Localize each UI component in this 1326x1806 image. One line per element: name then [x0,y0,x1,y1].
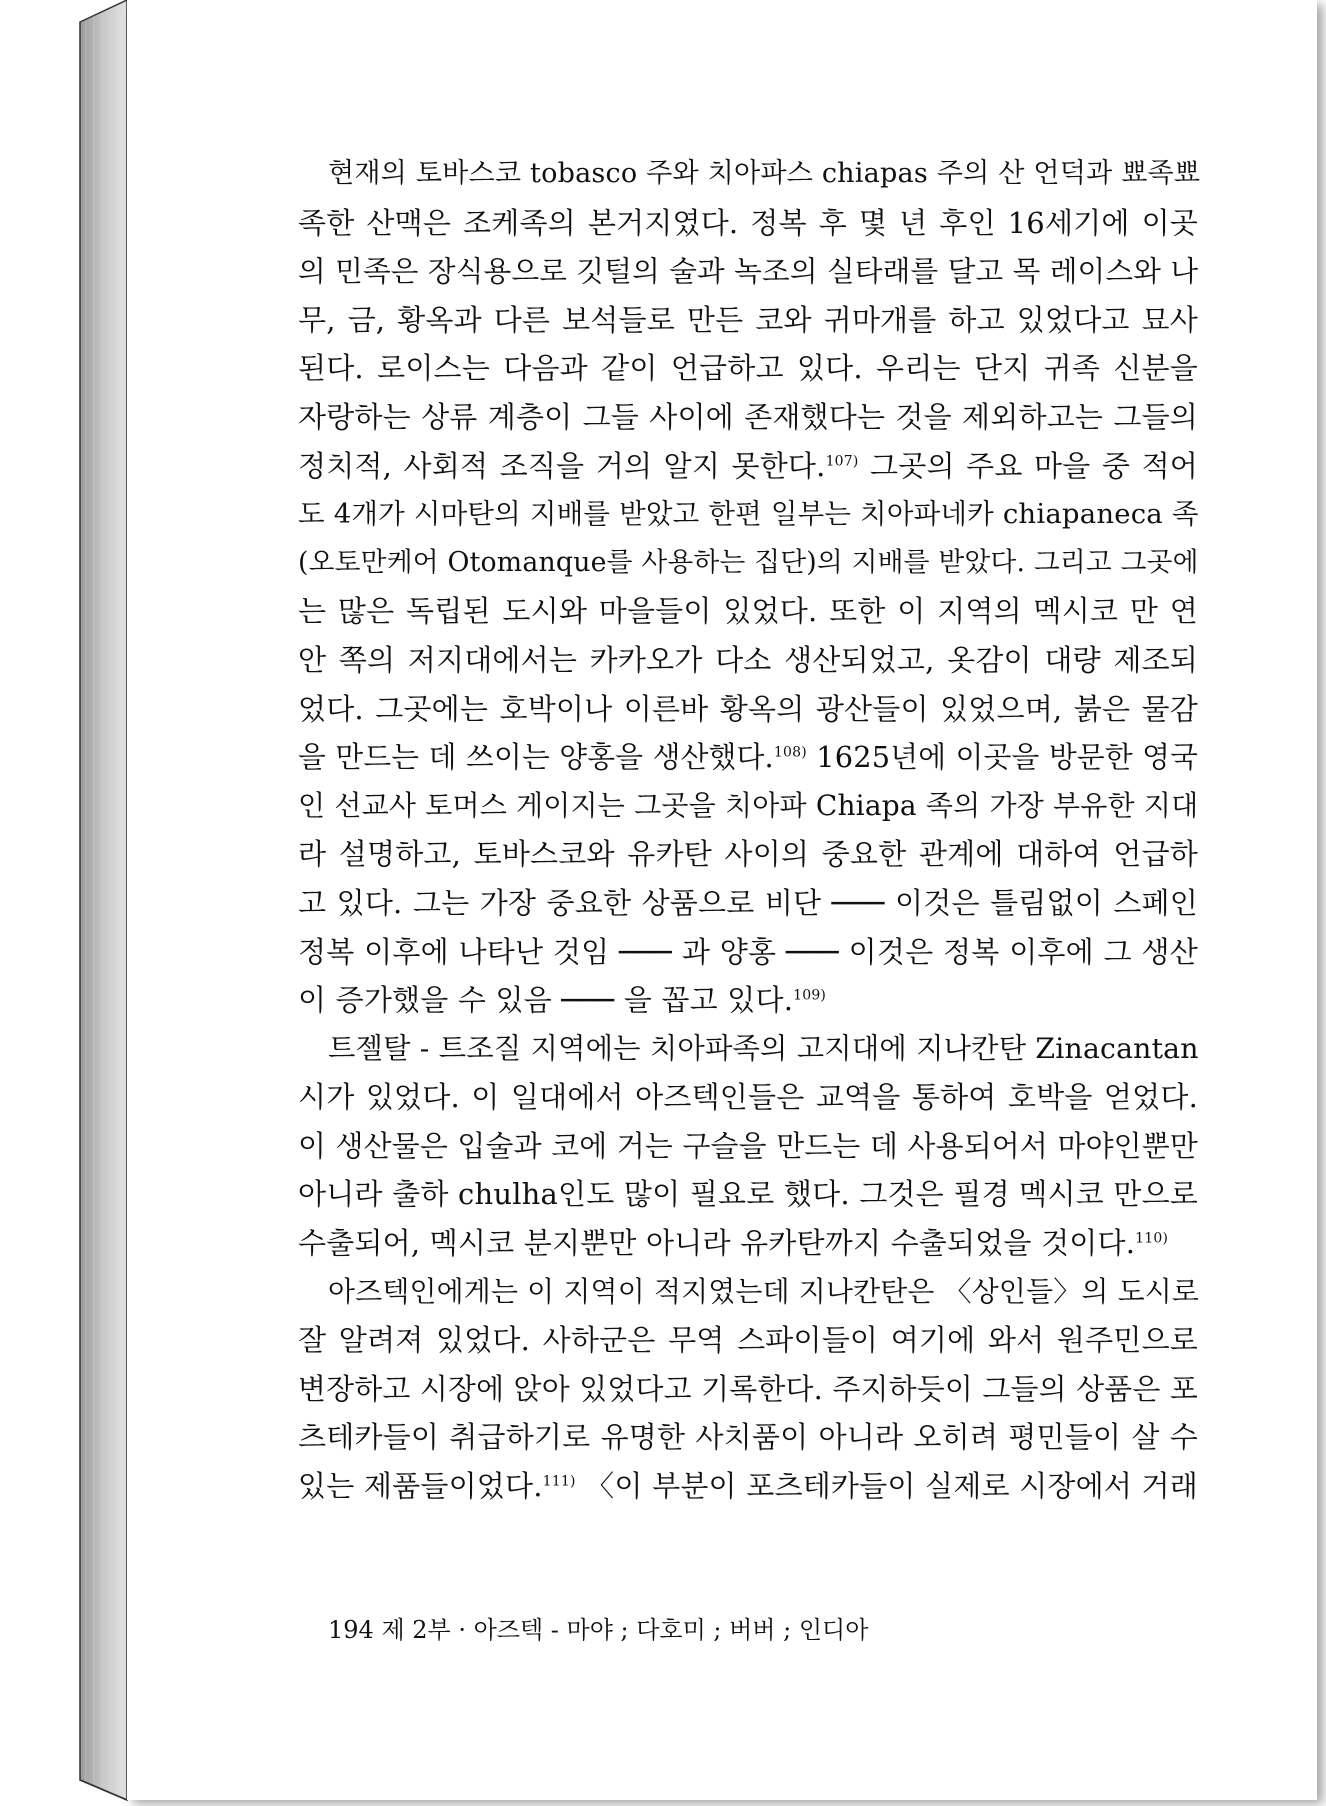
text-line [298,1316,1198,1365]
line-text: 변장하고 시장에 앉아 있었다고 기록한다. 주지하듯이 그들의 상품은 포 [298,1371,1198,1406]
line-text: 이 증가했을 수 있음 ─── 을 꼽고 있다. [298,983,794,1018]
text-line [298,1025,1198,1074]
line-text: 인 선교사 토머스 게이지는 그곳을 치아파 Chiapa 족의 가장 부유한 지대 [298,788,1199,822]
text-line [298,976,1198,1025]
line-text: 었다. 그곳에는 호박이나 이른바 황옥의 광산들이 있었으며, 붉은 물감 [298,691,1198,726]
line-text: 수출되어, 멕시코 분지뿐만 아니라 유카탄까지 수출되었을 것이다. [298,1226,1136,1261]
line-text: 는 많은 독립된 도시와 마을들이 있었다. 또한 이 지역의 멕시코 만 연 [298,594,1198,629]
line-text: 된다. 로이스는 다음과 같이 언급하고 있다. 우리는 단지 귀족 신분을 [298,351,1198,386]
line-text: 아즈텍인에게는 이 지역이 적지였는데 지나칸탄은 〈상인들〉의 도시로 [328,1274,1200,1308]
line-text: 족한 산맥은 조케족의 본거지였다. 정복 후 몇 년 후인 16세기에 이곳 [298,205,1198,240]
line-text: 무, 금, 황옥과 다른 보석들로 만든 코와 귀마개를 하고 있었다고 묘사 [298,302,1198,337]
line-text: 안 쪽의 저지대에서는 카카오가 다소 생산되었고, 옷감이 대량 제조되 [298,642,1198,677]
footnote-marker: 108) [773,744,807,761]
line-text: 트젤탈 - 트조질 지역에는 치아파족의 고지대에 지나칸탄 Zinacantan [328,1031,1199,1065]
line-text: (오토만케어 Otomanque를 사용하는 집단)의 지배를 받았다. 그리고 그곳에 [298,546,1199,578]
line-text: 시가 있었다. 이 일대에서 아즈텍인들은 교역을 통하여 호박을 얻었다. [298,1080,1198,1115]
line-text: 이 생산물은 입술과 코에 거는 구슬을 만드는 데 사용되어서 마야인뿐만 [298,1128,1198,1163]
text-line [298,685,1198,734]
footnote-marker: 111) [542,1473,576,1490]
text-line [298,393,1198,442]
page-footer: 194 제 2부 · 아즈텍 - 마야 ; 다호미 ; 버버 ; 인디아 [328,1616,869,1644]
footnote-marker: 107) [825,452,859,469]
text-line [298,782,1198,831]
line-text: 정복 이후에 나타난 것임 ─── 과 양홍 ─── 이것은 정복 이후에 그 생산 [298,934,1198,969]
line-text: 잘 알려져 있었다. 사하군은 무역 스파이들이 여기에 와서 원주민으로 [298,1323,1198,1358]
line-text: 라 설명하고, 토바스코와 유카탄 사이의 중요한 관계에 대하여 언급하 [298,837,1198,872]
text-line [298,830,1198,879]
line-text: 고 있다. 그는 가장 중요한 상품으로 비단 ─── 이것은 틀림없이 스페인 [298,885,1198,920]
text-line [298,733,1198,782]
text-line [298,879,1198,928]
footnote-marker: 110) [1135,1230,1169,1247]
text-line [298,1122,1198,1171]
line-text-after: 그곳의 주요 마을 중 적어 [858,448,1199,483]
text-line [298,199,1198,248]
line-text: 정치적, 사회적 조직을 거의 알지 못한다. [298,448,826,483]
text-line [298,344,1198,393]
line-text: 츠테카들이 취급하기로 유명한 사치품이 아니라 오히려 평민들이 살 수 [298,1420,1198,1455]
text-line [298,150,1201,199]
line-text: 자랑하는 상류 계층이 그들 사이에 존재했다는 것을 제외하고는 그들의 [298,399,1198,434]
text-line [298,490,1198,539]
line-text: 의 민족은 장식용으로 깃털의 술과 녹조의 실타래를 달고 목 레이스와 나 [298,254,1199,289]
line-text: 을 만드는 데 쓰이는 양홍을 생산했다. [298,740,774,775]
text-line [298,1268,1198,1317]
footnote-marker: 109) [793,987,827,1004]
text-line [298,636,1198,685]
text-line [298,1365,1198,1414]
text-line [298,587,1198,636]
text-line [298,296,1198,345]
line-text-after: 1625년에 이곳을 방문한 영국 [806,740,1199,775]
text-line [298,1413,1198,1462]
line-text: 도 4개가 시마탄의 지배를 받았고 한편 일부는 치아파네카 chiapaneca 족 [298,498,1199,531]
line-text: 있는 제품들이었다. [298,1469,543,1504]
line-text: 아니라 출하 chulha인도 많이 필요로 했다. 그것은 필경 멕시코 만으로 [298,1177,1198,1212]
text-line [298,1073,1198,1122]
text-line [298,539,1198,588]
text-line [298,1462,1198,1511]
line-text: 현재의 토바스코 tobasco 주와 치아파스 chiapas 주의 산 언덕과 뾰족뾰 [328,158,1201,189]
text-line [298,928,1198,977]
text-line [298,1170,1198,1219]
text-line [298,247,1198,296]
text-line [298,442,1198,491]
text-line [298,1219,1198,1268]
body-text [298,150,1201,1511]
line-text-after: 〈이 부분이 포츠테카들이 실제로 시장에서 거래 [575,1469,1198,1504]
